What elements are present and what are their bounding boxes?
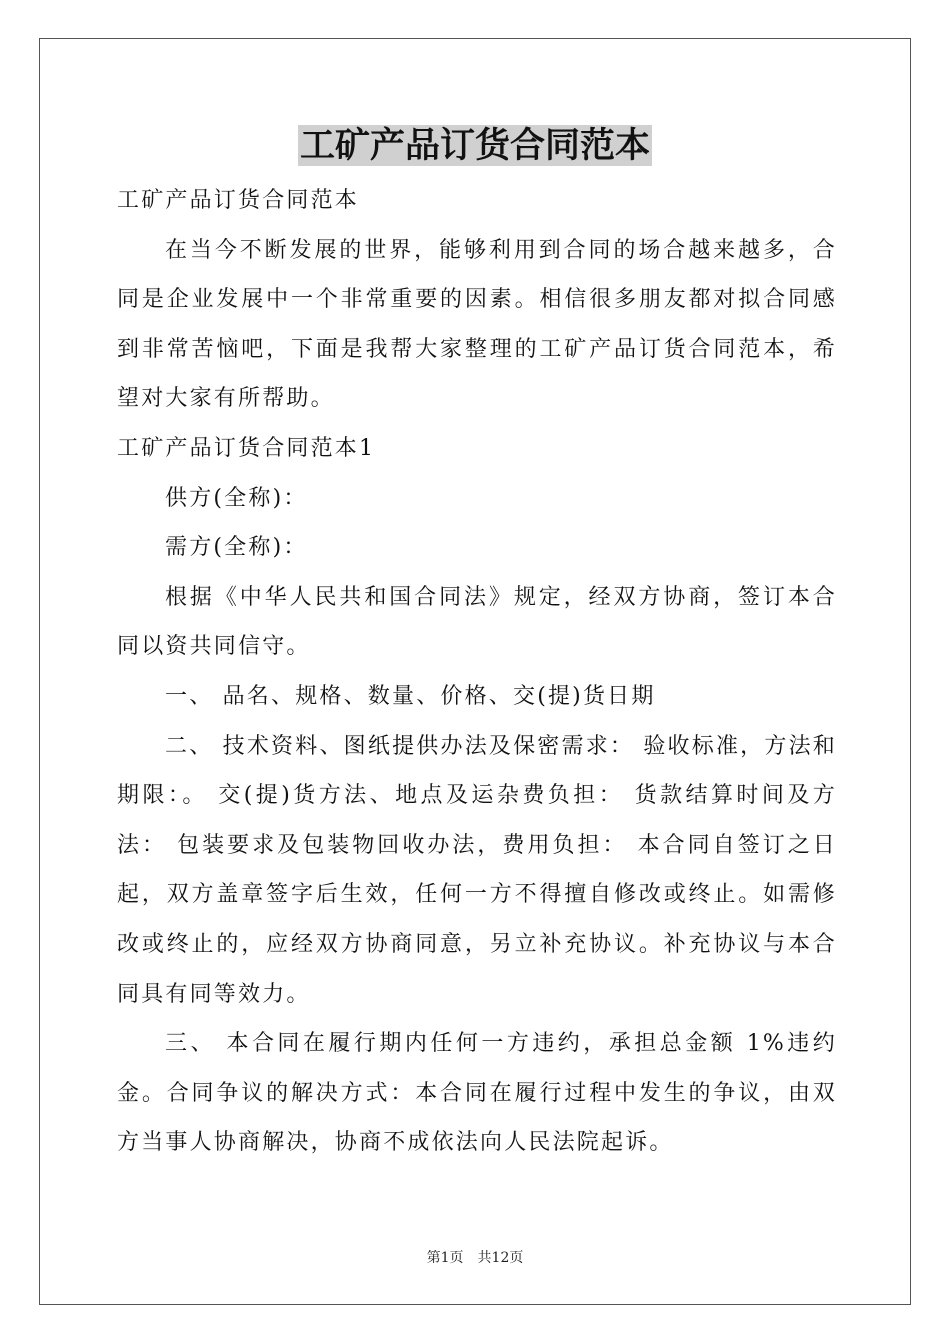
- paragraph-buyer: 需方(全称)：: [165, 535, 308, 561]
- paragraph-clause-1: 一、 品名、规格、数量、价格、交(提)货日期: [165, 683, 656, 709]
- paragraph-subtitle: 工矿产品订货合同范本: [117, 188, 360, 213]
- page-number-current: 第1页: [426, 1250, 464, 1266]
- paragraph-clause-3: 三、 本合同在履行期内任何一方违约，承担总金额 1%违约金。合同争议的解决方式：本合同在履行过程中发生的争议，由双方当事人协商解决，协商不成依法向人民法院起诉。: [117, 1031, 837, 1156]
- document-title-text: 工矿产品订货合同范本: [299, 125, 650, 166]
- page-footer: [0, 1247, 950, 1267]
- paragraph-basis: 根据《中华人民共和国合同法》规定，经双方协商，签订本合同以资共同信守。: [117, 584, 837, 660]
- document-title: [0, 123, 950, 169]
- paragraph-intro: 在当今不断发展的世界，能够利用到合同的场合越来越多，合同是企业发展中一个非常重要的因素。相信很多朋友都对拟合同感到非常苦恼吧，下面是我帮大家整理的工矿产品订货合同范本，希望对大家有所帮助。: [117, 237, 837, 412]
- document-body: [117, 176, 837, 1168]
- paragraph-supplier: 供方(全称)：: [165, 485, 308, 511]
- page-number-total: 共12页: [477, 1250, 524, 1266]
- paragraph-clause-2: 二、 技术资料、图纸提供办法及保密需求： 验收标准，方法和期限：。 交(提)货方法、地点及运杂费负担： 货款结算时间及方法： 包装要求及包装物回收办法，费用负担： 本合同自签订之日起，双方盖章签字后生效，任何一方不得擅自修改或终止。如需修改或终止的，应经双方协商同意，另立补充协议。补充协议与本合同具有同等效力。: [117, 733, 837, 1007]
- paragraph-section-heading: 工矿产品订货合同范本1: [117, 435, 376, 461]
